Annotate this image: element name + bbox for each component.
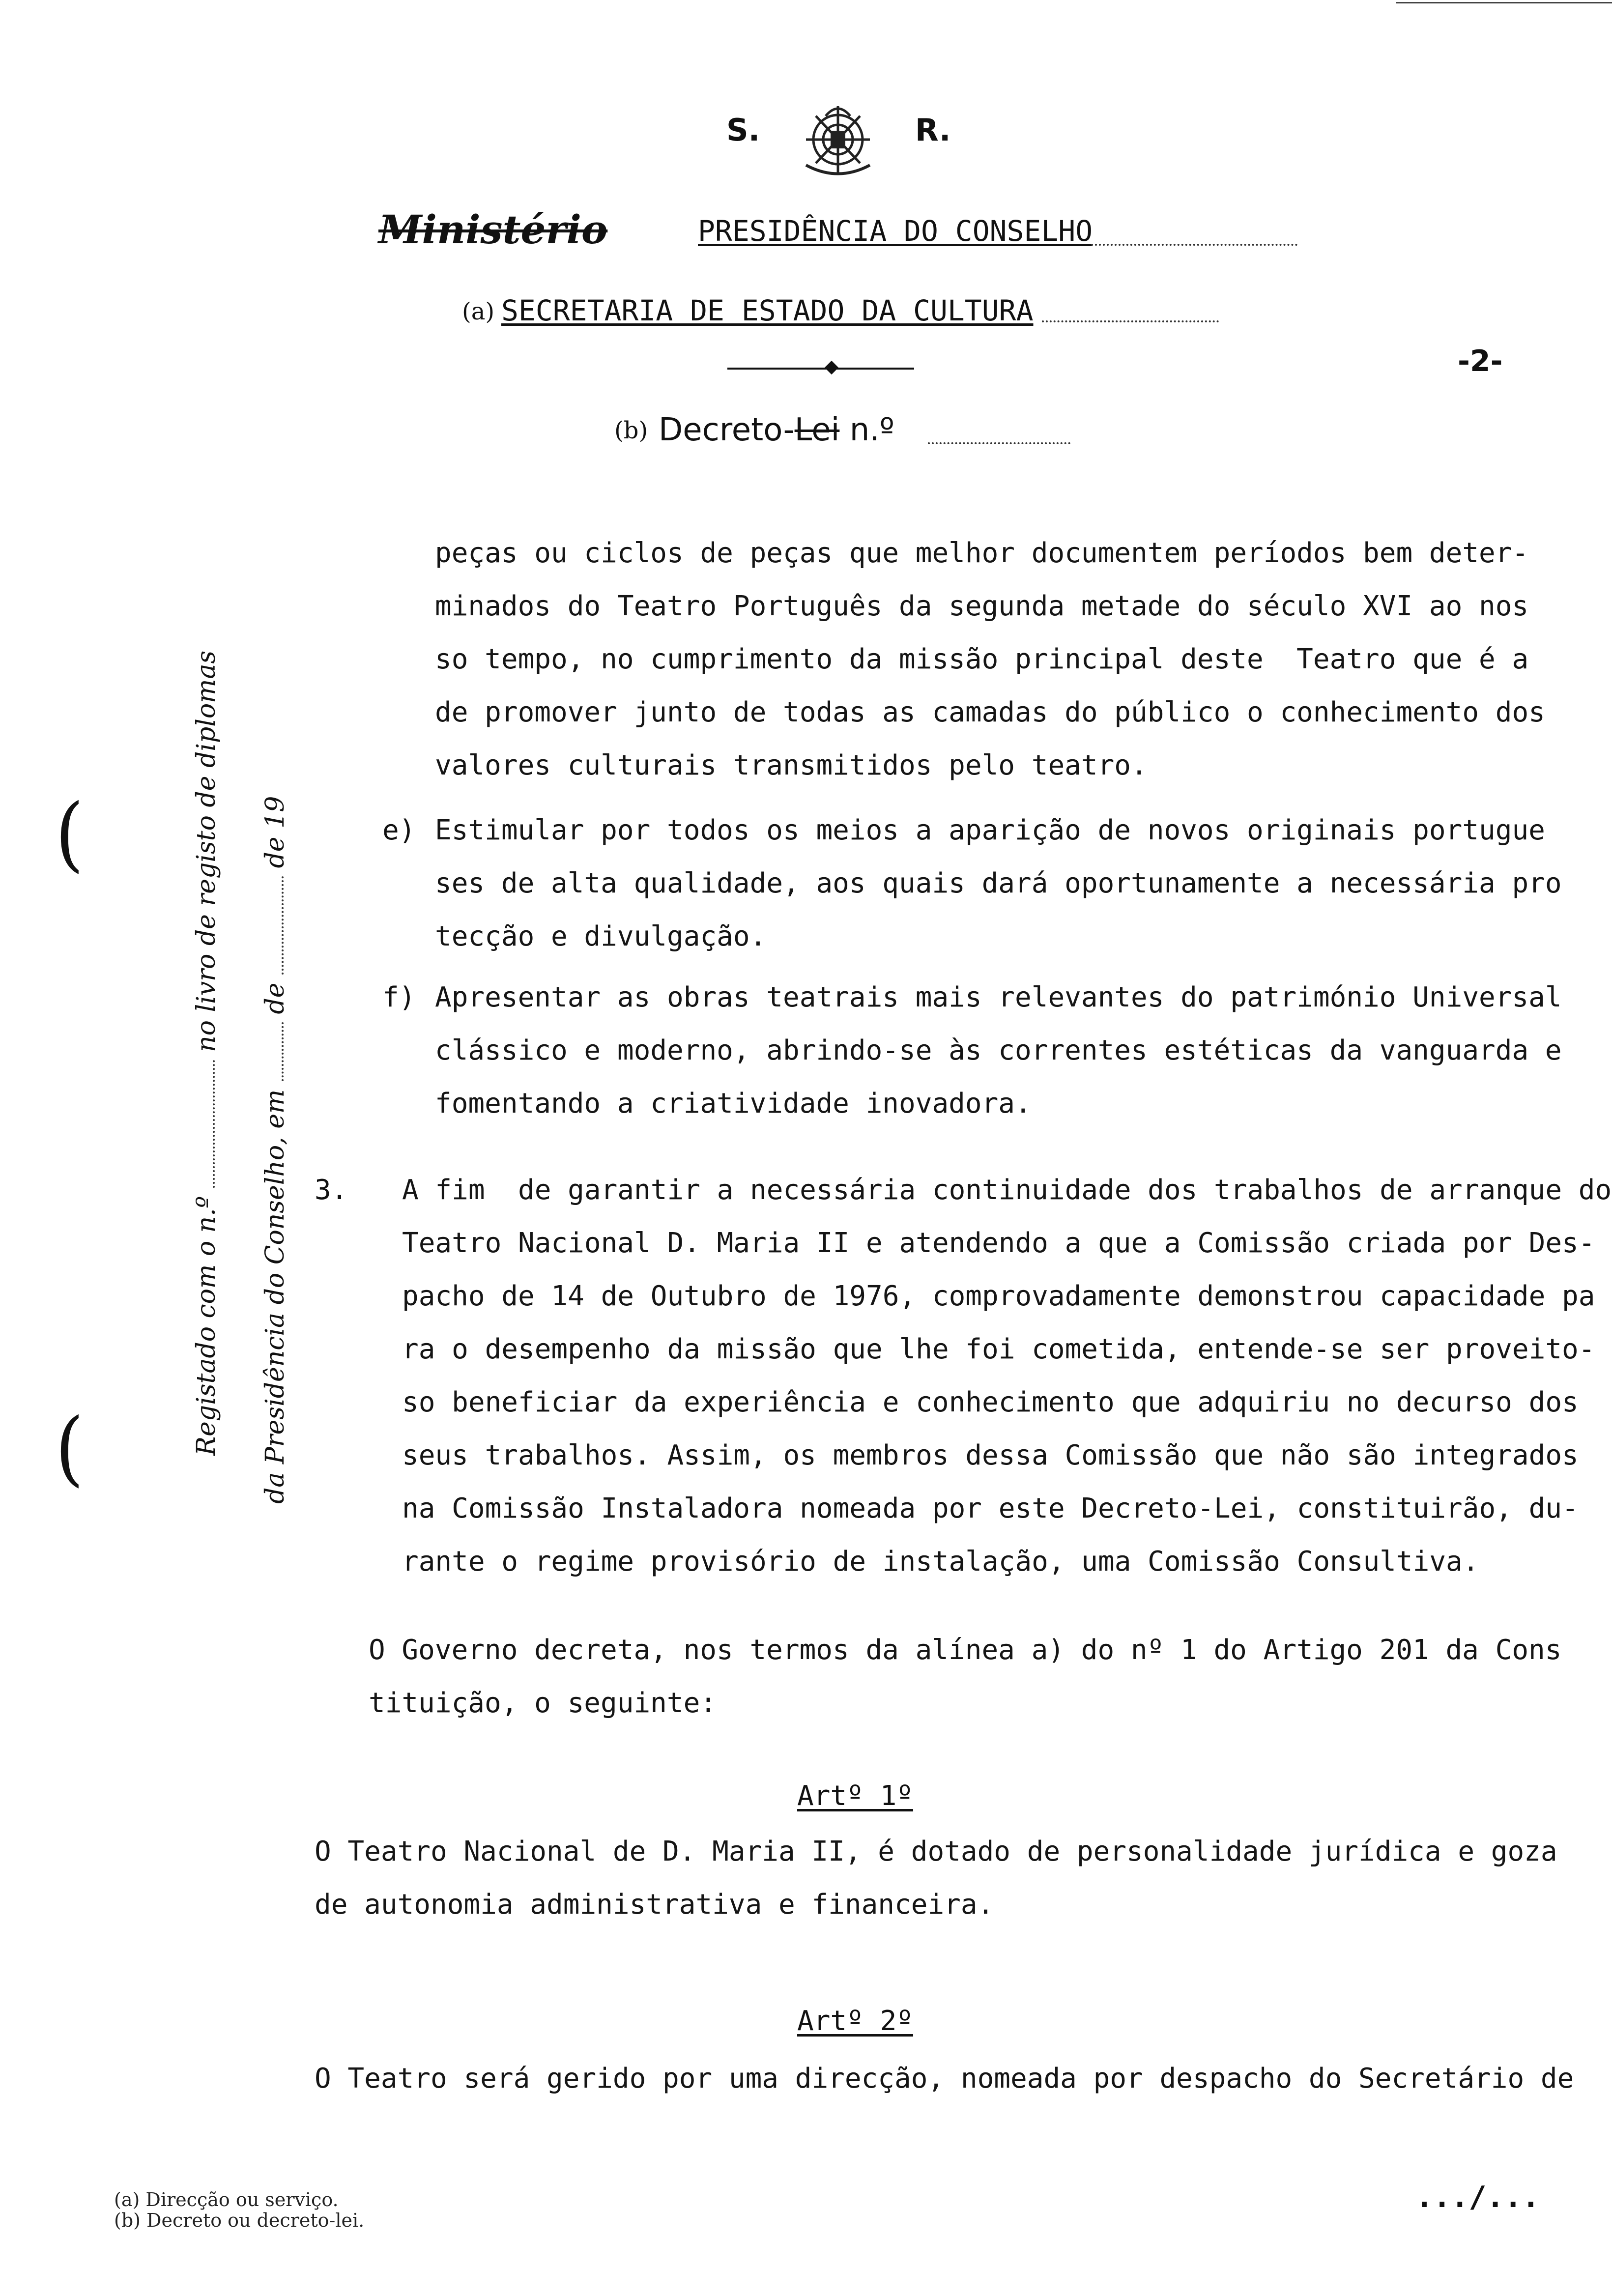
ministry-fill-line	[1091, 244, 1297, 246]
registry-book-label: no livro de registo de diplomas	[192, 650, 221, 1052]
registry-line-2	[260, 619, 290, 1504]
registry-number-field	[207, 1060, 215, 1188]
text-line: valores culturais transmitidos pelo teatro.	[435, 749, 1148, 781]
decree-preamble	[369, 1624, 1561, 1730]
text-line: seus trabalhos. Assim, os membros dessa Comissão que não são integrados	[402, 1439, 1579, 1471]
registry-label: Registado com o n.º	[192, 1196, 221, 1456]
item-3-label: 3.	[315, 1174, 348, 1206]
text-line: ses de alta qualidade, aos quais dará oportunamente a necessária pro	[435, 867, 1562, 899]
header-divider	[727, 368, 914, 370]
footnote-mark-a: (a)	[462, 298, 495, 325]
article-1-text	[315, 1825, 1557, 1931]
text-line: A fim de garantir a necessária continuidade dos trabalhos de arranque do	[402, 1174, 1612, 1206]
article-2-text	[315, 2052, 1574, 2105]
decree-prefix: Decreto-	[659, 412, 795, 448]
registry-line-1	[192, 571, 221, 1456]
text-line: pacho de 14 de Outubro de 1976, comprovadamente demonstrou capacidade pa	[402, 1280, 1595, 1312]
decree-suffix: n.º	[839, 412, 894, 448]
coat-of-arms-icon	[786, 96, 890, 180]
margin-bracket-bottom: (	[55, 1401, 84, 1495]
text-line: ra o desempenho da missão que lhe foi cometida, entende-se ser proveito-	[402, 1333, 1595, 1365]
department-fill-line	[1042, 320, 1219, 322]
item-f-label: f)	[382, 981, 416, 1013]
footnote-mark-b: (b)	[614, 417, 648, 444]
text-line: rante o regime provisório de instalação, uma Comissão Consultiva.	[402, 1546, 1479, 1578]
item-e-paragraph	[435, 804, 1562, 963]
text-line: tecção e divulgação.	[435, 920, 767, 952]
decree-struck-word: Lei	[794, 412, 840, 448]
divider-diamond-icon	[825, 361, 838, 374]
header-s-letter: S.	[726, 112, 760, 148]
continuation-mark: .../...	[1415, 2180, 1540, 2214]
text-line: so beneficiar da experiência e conhecimento que adquiriu no decurso dos	[402, 1386, 1579, 1418]
item-3-paragraph	[402, 1164, 1612, 1588]
text-line: Teatro Nacional D. Maria II e atendendo a que a Comissão criada por Des-	[402, 1227, 1595, 1259]
continued-paragraph	[435, 527, 1545, 792]
registry-day-field	[276, 1022, 284, 1081]
text-line: fomentando a criatividade inovadora.	[435, 1088, 1032, 1119]
header-r-letter: R.	[915, 112, 951, 148]
text-line: so tempo, no cumprimento da missão principal deste Teatro que é a	[435, 643, 1529, 675]
item-f-paragraph	[435, 971, 1562, 1130]
scan-edge-line	[1396, 2, 1612, 3]
text-line: O Governo decreta, nos termos da alínea a) do nº 1 do Artigo 201 da Cons	[369, 1634, 1562, 1666]
department-name: SECRETARIA DE ESTADO DA CULTURA	[501, 294, 1034, 327]
text-line: peças ou ciclos de peças que melhor documentem períodos bem deter-	[435, 537, 1529, 569]
ministry-name: PRESIDÊNCIA DO CONSELHO	[698, 214, 1093, 248]
ministerio-label: Ministério	[378, 206, 608, 253]
registry-presidency-label: da Presidência do Conselho, em	[260, 1089, 290, 1504]
text-line: Estimular por todos os meios a aparição de novos originais portugue	[435, 814, 1545, 846]
text-line: clássico e moderno, abrindo-se às correntes estéticas da vanguarda e	[435, 1034, 1562, 1066]
margin-bracket-top: (	[55, 787, 84, 881]
registry-year-label: de 19	[260, 796, 290, 868]
registry-de-label: de	[260, 982, 290, 1014]
registry-month-field	[276, 876, 284, 975]
footnote-b: (b) Decreto ou decreto-lei.	[114, 2210, 365, 2231]
decree-title	[659, 412, 894, 448]
text-line: O Teatro Nacional de D. Maria II, é dotado de personalidade jurídica e goza	[315, 1836, 1557, 1867]
text-line: tituição, o seguinte:	[369, 1687, 717, 1719]
text-line: O Teatro será gerido por uma direcção, nomeada por despacho do Secretário de	[315, 2063, 1574, 2095]
text-line: minados do Teatro Português da segunda metade do século XVI ao nos	[435, 590, 1529, 622]
text-line: de autonomia administrativa e financeira.	[315, 1889, 994, 1921]
text-line: de promover junto de todas as camadas do público o conhecimento dos	[435, 696, 1545, 728]
article-1-heading: Artº 1º	[797, 1780, 914, 1812]
article-2-heading: Artº 2º	[797, 2005, 914, 2037]
footnote-a: (a) Direcção ou serviço.	[114, 2189, 339, 2210]
text-line: na Comissão Instaladora nomeada por este Decreto-Lei, constituirão, du-	[402, 1492, 1579, 1524]
decree-number-fill-line	[928, 442, 1070, 444]
item-e-label: e)	[382, 814, 416, 846]
page-number: -2-	[1458, 344, 1503, 378]
text-line: Apresentar as obras teatrais mais relevantes do património Universal	[435, 981, 1562, 1013]
